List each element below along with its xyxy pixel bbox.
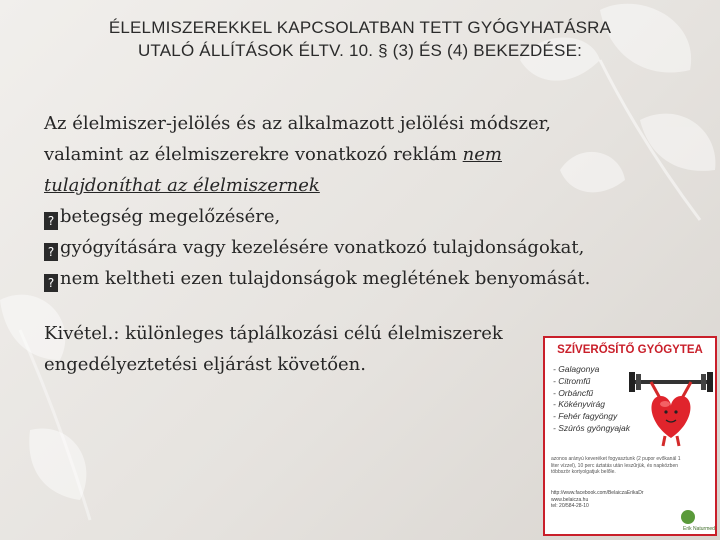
bullet-glyph-icon: ? [44, 274, 58, 292]
text-line-2-plain: valamint az élelmiszerekre vonatkozó reklám [44, 144, 463, 165]
herbal-tea-advertisement [543, 336, 717, 536]
exception-line-1: Kivétel.: különleges táplálkozási célú élelmiszerek [44, 323, 503, 344]
brand-logo-icon [681, 510, 695, 524]
bullet-text: gyógyítására vagy kezelésére vonatkozó tulajdonságokat, [60, 237, 585, 258]
ad-contact-links [551, 490, 644, 510]
ad-facebook-link[interactable]: http://www.facebook.com/BelaiczaErikaDr [551, 490, 644, 496]
title-line-1: ÉLELMISZEREKKEL KAPCSOLATBAN TETT GYÓGYHATÁSRA [108, 18, 612, 37]
ad-website-link[interactable]: www.belaicza.hu [551, 496, 589, 503]
ad-title: SZÍVERŐSÍTŐ GYÓGYTEA [557, 344, 703, 356]
bullet-item [44, 263, 684, 294]
text-emphasis-nem: nem [462, 144, 502, 165]
bullet-item [44, 201, 684, 232]
exception-line-2: engedélyeztetési eljárást követően. [44, 354, 366, 375]
bullet-text: betegség megelőzésére, [60, 206, 281, 227]
heart-lifting-barbell-icon [627, 366, 715, 448]
page-title [20, 16, 700, 62]
bullet-glyph-icon: ? [44, 243, 58, 261]
ad-ingredient: - Orbáncfű [553, 387, 594, 398]
ad-ingredient: - Szúrós gyöngyajak [553, 422, 631, 433]
bullet-glyph-icon: ? [44, 212, 58, 230]
ad-ingredient-list [553, 364, 630, 435]
bullet-text: nem keltheti ezen tulajdonságok meglétének benyomását. [60, 268, 591, 289]
ad-preparation-note: azonos arányú keveréket fogyasztunk (2 pupor evőkanál 1 liter vízzel), 10 perc áztatás után leszűrjük, és napközben többször kortyolgatjuk belőle. [551, 456, 681, 475]
ad-ingredient: - Fehér fagyöngy [553, 411, 618, 422]
ad-ingredient: - Galagonya [553, 364, 600, 374]
ad-brand-name: Erik Naturmed [683, 526, 715, 532]
ad-ingredient: - Kökényvirág [553, 399, 605, 410]
ad-ingredient: - Citromfű [553, 375, 591, 386]
title-line-2: UTALÓ ÁLLÍTÁSOK ÉLTV. 10. § (3) ÉS (4) BEKEZDÉSE: [137, 41, 583, 60]
ad-phone: tel: 20/584-28-10 [551, 503, 589, 509]
bullet-item [44, 232, 684, 263]
text-line-2 [44, 139, 684, 170]
text-line-1: Az élelmiszer-jelölés és az alkalmazott jelölési módszer, [44, 113, 551, 134]
text-line-3: tulajdoníthat az élelmiszernek [44, 175, 320, 196]
